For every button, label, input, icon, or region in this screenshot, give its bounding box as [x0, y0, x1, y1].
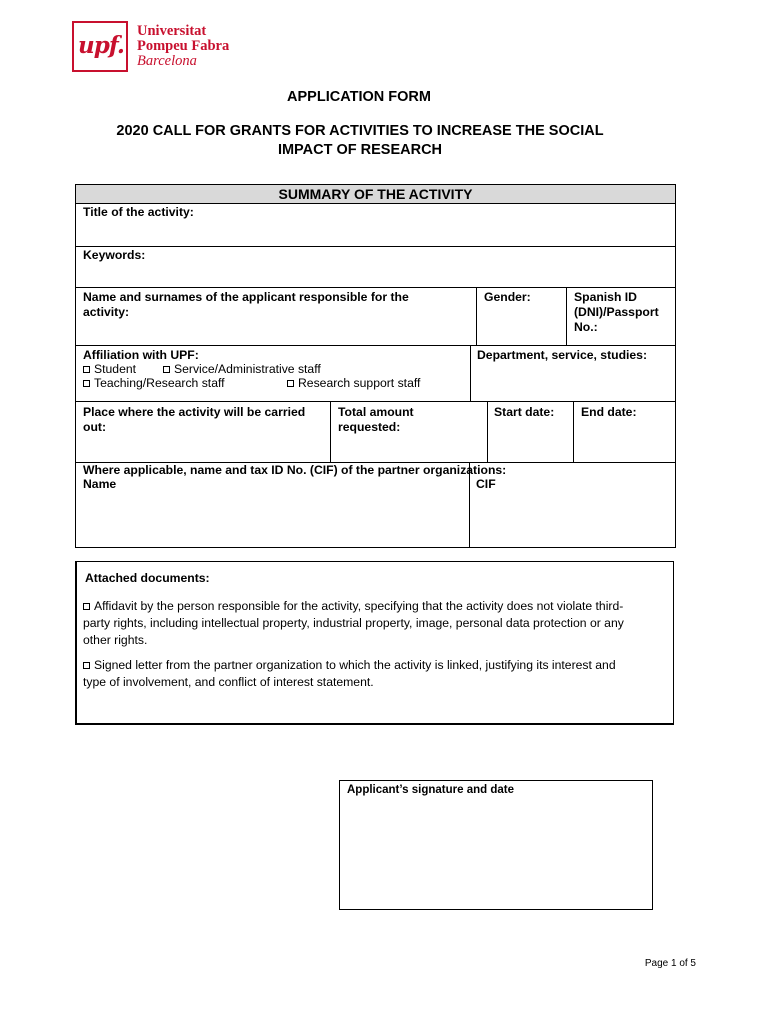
logo-line-2: Pompeu Fabra	[137, 38, 230, 54]
divider-line	[573, 401, 574, 462]
gender-label: Gender:	[484, 290, 531, 304]
partner-orgs-label: Where applicable, name and tax ID No. (CIF) of the partner organizations:	[83, 463, 507, 477]
checkbox-icon[interactable]	[83, 380, 90, 387]
page-number: Page 1 of 5	[644, 958, 696, 969]
checkbox-icon[interactable]	[163, 366, 170, 373]
checkbox-icon[interactable]	[83, 603, 90, 610]
partner-letter-line-1	[83, 657, 668, 674]
checkbox-icon[interactable]	[287, 380, 294, 387]
partner-cif-label: CIF	[476, 477, 496, 491]
affidavit-text-3: other rights.	[83, 633, 148, 647]
id-label-line-1: Spanish ID	[574, 290, 637, 304]
keywords-field-label: Keywords:	[83, 248, 146, 262]
amount-label-line-1: Total amount	[338, 405, 414, 419]
divider-line	[566, 287, 567, 345]
call-title-line-1: 2020 CALL FOR GRANTS FOR ACTIVITIES TO INCREASE THE SOCIAL	[116, 123, 604, 139]
university-logo-text	[137, 24, 229, 69]
affiliation-label: Affiliation with UPF:	[83, 348, 199, 362]
partner-name-label: Name	[83, 477, 117, 491]
signature-label: Applicant’s signature and date	[347, 784, 514, 796]
affidavit-line-1	[83, 598, 668, 615]
partner-letter-text-2: type of involvement, and conflict of interest statement.	[83, 675, 374, 689]
place-label-line-1: Place where the activity will be carried	[83, 405, 306, 419]
activity-summary-form	[75, 184, 676, 548]
option-teaching-label: Teaching/Research staff	[94, 376, 225, 390]
affidavit-text-1: Affidavit by the person responsible for the activity, specifying that the activity does not violate third-	[94, 599, 624, 613]
id-label-line-2: (DNI)/Passport	[574, 305, 659, 319]
divider-line	[476, 287, 477, 345]
option-student-label: Student	[94, 362, 137, 376]
divider-line	[76, 203, 675, 204]
call-title-line-2: IMPACT OF RESEARCH	[277, 142, 443, 158]
applicant-name-label-line-1: Name and surnames of the applicant responsible for the	[83, 290, 409, 304]
partner-letter-item	[83, 657, 668, 691]
upf-logo-mark	[72, 21, 128, 72]
option-student[interactable]	[83, 362, 136, 377]
option-service-label: Service/Administrative staff	[174, 362, 321, 376]
divider-line	[470, 345, 471, 401]
divider-line	[330, 401, 331, 462]
attached-documents-box	[75, 561, 674, 725]
amount-label-line-2: requested:	[338, 420, 401, 434]
divider-line	[76, 287, 675, 288]
department-label: Department, service, studies:	[477, 348, 648, 362]
title-field-label: Title of the activity:	[83, 205, 194, 219]
divider-line	[76, 401, 675, 402]
id-label-line-3: No.:	[574, 320, 598, 334]
checkbox-icon[interactable]	[83, 366, 90, 373]
checkbox-icon[interactable]	[83, 662, 90, 669]
logo-mark-text: upf.	[78, 32, 124, 59]
logo-line-3: Barcelona	[137, 53, 197, 69]
applicant-name-label-line-2: activity:	[83, 305, 130, 319]
partner-letter-text-1: Signed letter from the partner organization to which the activity is linked, justifying its interest and	[94, 658, 616, 672]
call-title	[60, 122, 660, 160]
end-date-label: End date:	[581, 405, 637, 419]
divider-line	[487, 401, 488, 462]
option-teaching-staff[interactable]	[83, 376, 225, 391]
option-support-label: Research support staff	[298, 376, 421, 390]
logo-line-1: Universitat	[137, 23, 207, 39]
divider-line	[76, 246, 675, 247]
start-date-label: Start date:	[494, 405, 555, 419]
affidavit-item	[83, 598, 668, 649]
form-title: APPLICATION FORM	[287, 89, 431, 105]
option-service-staff[interactable]	[163, 362, 321, 377]
place-label-line-2: out:	[83, 420, 107, 434]
divider-line	[76, 345, 675, 346]
signature-box[interactable]	[339, 780, 653, 910]
option-research-support[interactable]	[287, 376, 420, 391]
attached-documents-title: Attached documents:	[85, 571, 210, 585]
summary-section-title: SUMMARY OF THE ACTIVITY	[278, 186, 473, 202]
affidavit-text-2: party rights, including intellectual property, industrial property, image, personal data protection or any	[83, 616, 624, 630]
